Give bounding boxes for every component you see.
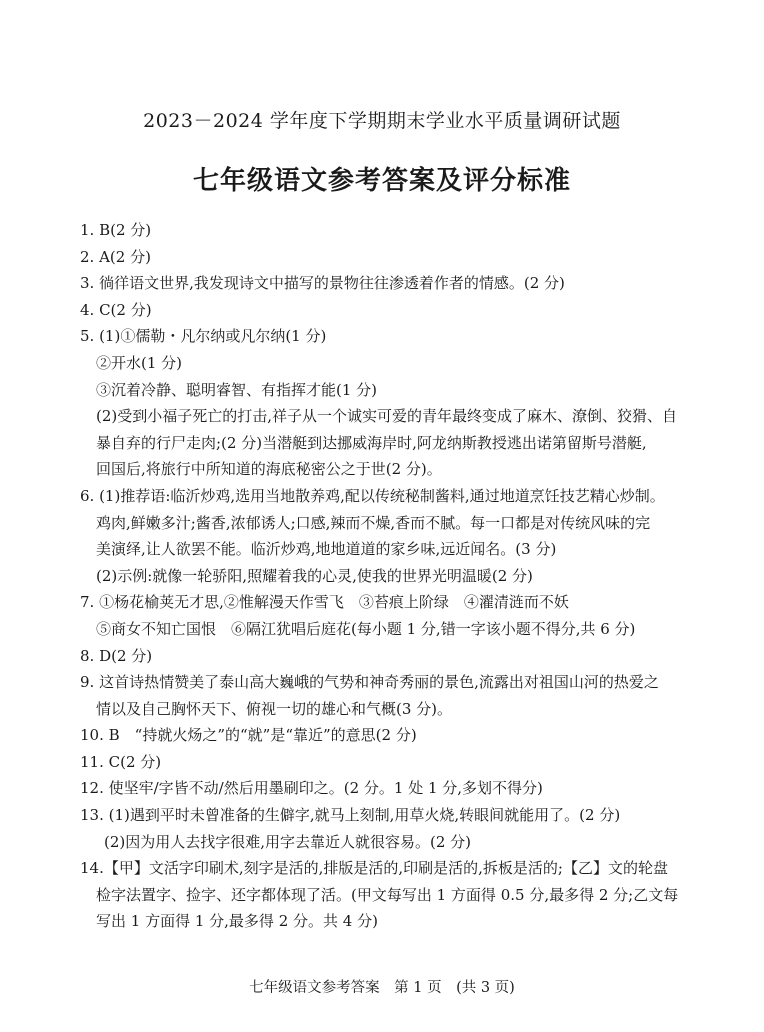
answer-line: 6. (1)推荐语:临沂炒鸡,选用当地散养鸡,配以传统秘制酱料,通过地道烹饪技艺精心炒制。	[80, 486, 665, 505]
answer-line: 5. (1)①儒勒・凡尔纳或凡尔纳(1 分)	[80, 327, 327, 346]
answer-line: 1. B(2 分)	[80, 221, 152, 239]
answer-line: ⑤商女不知亡国恨 ⑥隔江犹唱后庭花(每小题 1 分,错一字该小题不得分,共 6 分)	[96, 619, 636, 638]
answer-line: 14.【甲】文活字印刷术,刻字是活的,排版是活的,印刷是活的,拆板是活的;【乙】文的轮盘	[80, 859, 668, 878]
answer-line: (2)因为用人去找字很难,用字去靠近人就很容易。(2 分)	[104, 832, 472, 851]
page-footer: 七年级语文参考答案 第 1 页 (共 3 页)	[249, 980, 515, 996]
answer-line: 12. 使坚牢/字皆不动/然后用墨刷印之。(2 分。1 处 1 分,多划不得分)	[80, 779, 543, 798]
answer-line: ②开水(1 分)	[96, 353, 183, 372]
answer-line: 回国后,将旅行中所知道的海底秘密公之于世(2 分)。	[96, 460, 442, 479]
document-title: 七年级语文参考答案及评分标准	[192, 166, 571, 196]
exam-title: 2023－2024 学年度下学期期末学业水平质量调研试题	[143, 110, 621, 132]
answer-line: 2. A(2 分)	[80, 247, 151, 266]
answer-line: (2)示例:就像一轮骄阳,照耀着我的心灵,使我的世界光明温暖(2 分)	[96, 566, 533, 585]
answer-line: 暴自弃的行尸走肉;(2 分)当潜艇到达挪威海岸时,阿龙纳斯教授逃出诺第留斯号潜艇,	[96, 433, 647, 452]
answer-line: (2)受到小福子死亡的打击,祥子从一个诚实可爱的青年最终变成了麻木、潦倒、狡猾、自	[96, 407, 678, 426]
answer-line: 检字法置字、捡字、还字都体现了活。(甲文每写出 1 方面得 0.5 分,最多得 2 分;乙文每	[96, 885, 679, 904]
answer-list	[80, 217, 692, 935]
answer-line: 4. C(2 分)	[80, 300, 152, 319]
answer-line: 7. ①杨花榆荚无才思,②惟解漫天作雪飞 ③苔痕上阶绿 ④濯清涟而不妖	[80, 593, 569, 612]
answer-line: 13. (1)遇到平时未曾准备的生僻字,就马上刻制,用草火烧,转眼间就能用了。(2 分)	[80, 806, 621, 825]
answer-line: 9. 这首诗热情赞美了泰山高大巍峨的气势和神奇秀丽的景色,流露出对祖国山河的热爱之	[80, 673, 659, 692]
answer-line: ③沉着冷静、聪明睿智、有指挥才能(1 分)	[96, 380, 378, 399]
answer-line: 美演绎,让人欲罢不能。临沂炒鸡,地地道道的家乡味,远近闻名。(3 分)	[96, 540, 557, 559]
answer-line: 3. 徜徉语文世界,我发现诗文中描写的景物往往渗透着作者的情感。(2 分)	[80, 274, 565, 293]
answer-line: 8. D(2 分)	[80, 646, 153, 665]
answer-line: 10. B “持就火炀之”的“就”是“靠近”的意思(2 分)	[80, 726, 417, 745]
answer-line: 11. C(2 分)	[80, 752, 162, 771]
answer-line: 情以及自己胸怀天下、俯视一切的雄心和气概(3 分)。	[96, 699, 453, 718]
answer-line: 写出 1 方面得 1 分,最多得 2 分。共 4 分)	[96, 912, 378, 931]
answer-line: 鸡肉,鲜嫩多汁;酱香,浓郁诱人;口感,辣而不燥,香而不腻。每一口都是对传统风味的完	[96, 513, 651, 532]
